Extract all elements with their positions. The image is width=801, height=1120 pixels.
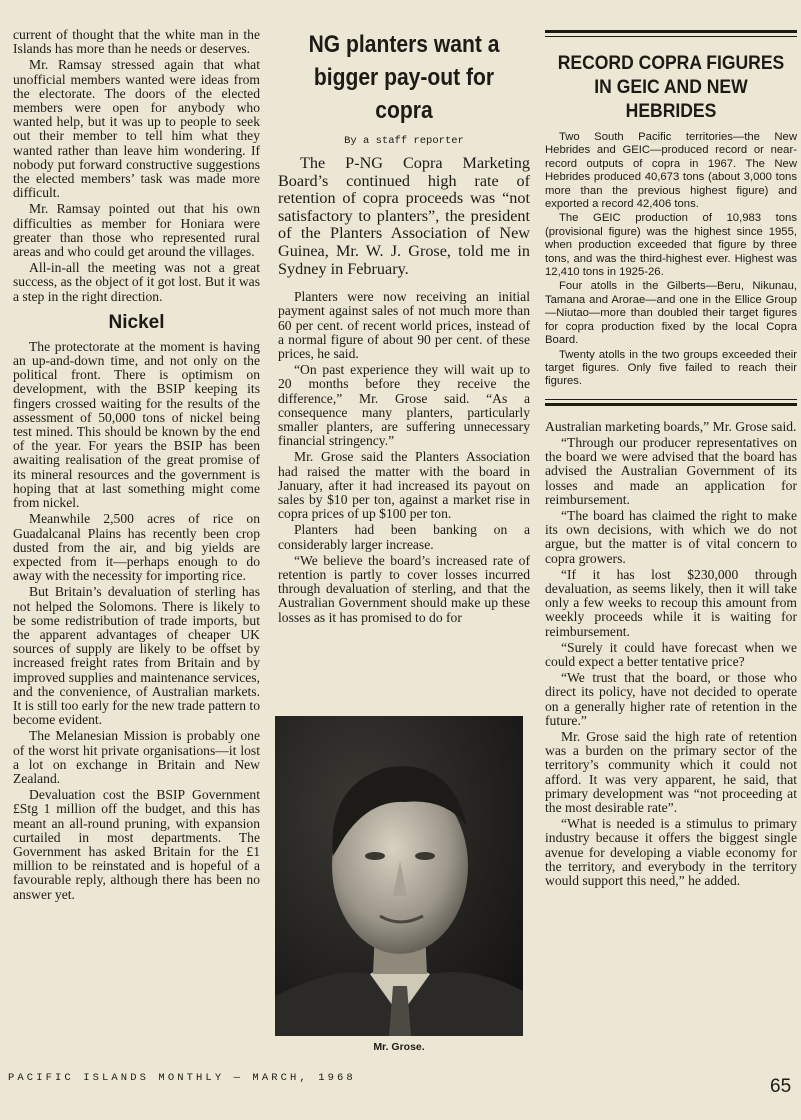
left-column — [13, 28, 260, 904]
body-paragraph: Mr. Grose said the high rate of retention was a burden on the primary sector of the territory’s community which it could not afford. It was very apparent, he said, that primary development was “not proceeding at the most desirable rate”. — [545, 728, 797, 815]
portrait-illustration — [275, 716, 523, 1036]
page-number: 65 — [770, 1076, 792, 1097]
body-paragraph: The Melanesian Mission is probably one of the worst hit private organisations—it lost a lot on exchange in Britain and New Zealand. — [13, 728, 260, 786]
body-paragraph: Mr. Grose said the Planters Association had raised the matter with the board in January, after it had increased its payout on sales by $10 per ton, against a market rise in copra prices of up $100 per ton. — [278, 449, 530, 522]
body-paragraph: Mr. Ramsay stressed again that what unofficial members wanted were ideas from the electorate. The doors of the elected members were open for anybody who wanted help, but it was up to people to seek out their member to tell him what they wanted rather than leave him wondering. If nobody put forward constructive suggestions the elected members’ task was made more difficult. — [13, 57, 260, 201]
box-rule — [545, 30, 797, 33]
body-paragraph: Australian marketing boards,” Mr. Grose said. — [545, 418, 797, 434]
body-paragraph: “Surely it could have forecast when we could expect a better tentative price? — [545, 639, 797, 669]
body-paragraph: Mr. Ramsay pointed out that his own difficulties as member for Honiara were greater than those who represented rural areas and who could get around the villages. — [13, 201, 260, 260]
sidebar-paragraph: Twenty atolls in the two groups exceeded their target figures. Only five failed to reach their figures. — [545, 348, 797, 388]
body-paragraph: Devaluation cost the BSIP Government £Stg 1 million off the budget, and this has meant an all-round pruning, with expansion curtailed in most departments. The Government has asked Britain for the £1 million to be reinstated and is hopeful of a favourable reply, although there has been no answer yet. — [13, 787, 260, 902]
sidebar-paragraph: Four atolls in the Gilberts—Beru, Nikunau, Tamana and Arorae—and one in the Ellice Group—Niutao—more than doubled their target figures for copra production fixed by the local Copra Board. — [545, 280, 797, 347]
section-subhead: Nickel — [108, 311, 165, 333]
article-headline: NG planters want a bigger pay-out for copra — [308, 31, 500, 124]
photo-caption: Mr. Grose. — [373, 1041, 425, 1053]
body-paragraph: Meanwhile 2,500 acres of rice on Guadalcanal Plains has recently been crop dusted from the air, and big yields are expected from it—perhaps enough to do away with the necessity for importing rice. — [13, 511, 260, 584]
body-paragraph: The protectorate at the moment is having an up-and-down time, and not only on the political front. There is optimism on development, with the BSIP keeping its fingers crossed waiting for the results of the assessment of 50,000 tons of nickel being test mined. This should be known by the end of the year. For years the BSIP has been awaiting realisation of the great promise of its mineral resources and the government is hoping that at last something might come from nickel. — [13, 338, 260, 511]
body-paragraph: But Britain’s devaluation of sterling has not helped the Solomons. There is likely to be some redistribution of trade imports, but the apparent advantages of cheaper UK sources of supply are likely to be offset by increased freight rates from Britain and by improved supplies and maintenance services, and the convenience, of Australian markets. It is still too early for the new trade pattern to become evident. — [13, 584, 260, 728]
body-paragraph: “The board has claimed the right to make its own decisions, with which we do not argue, but the matter is of vital concern to copra growers. — [545, 507, 797, 566]
article-byline: By a staff reporter — [344, 135, 464, 147]
box-rule — [545, 403, 797, 406]
page-footer-masthead: PACIFIC ISLANDS MONTHLY — MARCH, 1968 — [8, 1072, 356, 1084]
sidebar-box-title: RECORD COPRA FIGURES IN GEIC AND NEW HEBRIDES — [557, 52, 785, 122]
sidebar-paragraph: The GEIC production of 10,983 tons (provisional figure) was the highest since 1955, when production exceeded that figure by three tons, and was the third-highest ever. Highest was 12,410 tons in 1925-26. — [545, 212, 797, 279]
body-paragraph: “On past experience they will wait up to 20 months before they receive the difference,” Mr. Grose said. “As a consequence many planters, particularly smaller planters, are suffering unnecessary financial stringency.” — [278, 362, 530, 449]
body-paragraph: “Through our producer representatives on the board we were advised that the board has advised the Australian Government of its losses and made an application for reimbursement. — [545, 434, 797, 507]
body-paragraph: All-in-all the meeting was not a great success, as the object of it got lost. But it was a step in the right direction. — [13, 260, 260, 304]
body-paragraph: “What is needed is a stimulus to primary industry because it offers the biggest single avenue for developing a viable economy for the territory, and everybody in the territory would support this need,” he added. — [545, 816, 797, 889]
right-column — [545, 30, 797, 890]
portrait-photo — [275, 716, 523, 1036]
body-paragraph: “If it has lost $230,000 through devaluation, as seems likely, then it will take only a few weeks to recoup this amount from weekly proceeds while it is waiting for reimbursement. — [545, 566, 797, 639]
sidebar-box — [545, 30, 797, 406]
box-rule — [545, 36, 797, 37]
body-paragraph: “We trust that the board, or those who direct its policy, have not decided to operate on a generally higher rate of retention in the future.” — [545, 670, 797, 728]
box-rule — [545, 399, 797, 400]
sidebar-paragraph: Two South Pacific territories—the New Hebrides and GEIC—produced record or near-record outputs of copra in 1967. The New Hebrides produced 40,673 tons (about 3,000 tons more than the previous highest figure) and exported a record 42,406 tons. — [545, 131, 797, 211]
body-paragraph: Planters had been banking on a considerably larger increase. — [278, 522, 530, 552]
body-paragraph: Planters were now receiving an initial payment against sales of not much more than 60 per cent. of recent world prices, instead of a normal figure of about 90 per cent. of these prices, he said. — [278, 289, 530, 361]
body-paragraph: current of thought that the white man in the Islands has more than he needs or deserves. — [13, 27, 260, 57]
article-column — [278, 28, 530, 627]
body-paragraph: “We believe the board’s increased rate of retention is partly to cover losses incurred through devaluation of sterling, and that the Australian Government should make up these losses as it has promised to do for — [278, 552, 530, 625]
article-lead: The P-NG Copra Marketing Board’s continued high rate of retention of copra proceeds was “not satisfactory to planters”, the president of the Planters Association of New Guinea, Mr. W. J. Grose, told me in Sydney in February. — [278, 154, 530, 278]
